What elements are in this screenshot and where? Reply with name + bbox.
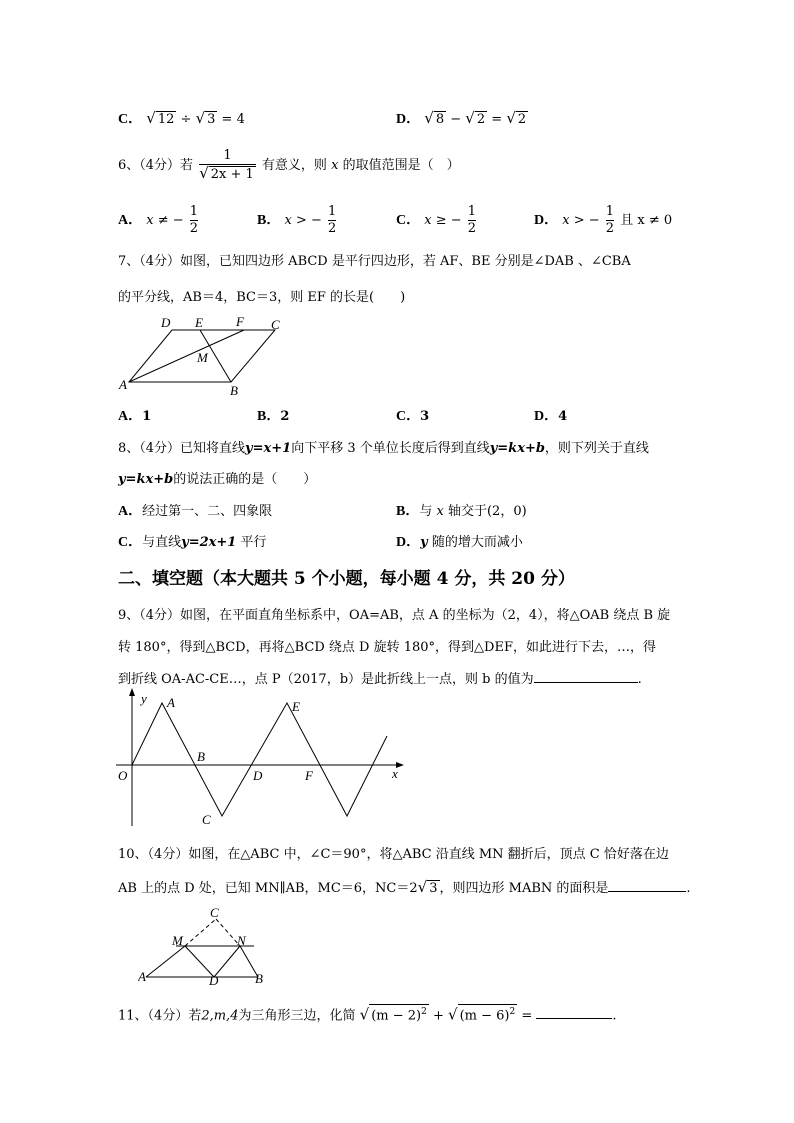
q7-option-c: C．3 [396, 409, 430, 424]
q10-stem-line1: 10、（4分）如图，在△ABC 中，∠C＝90°，将△ABC 沿直线 MN 翻折后，顶点 C 恰好落在边 [118, 847, 669, 862]
q6-option-b: B． x > − $\frac{1}{2}$ [257, 204, 337, 236]
q6-option-d: D． x > − $\frac{1}{2}$ 且 x ≠ 0 [534, 204, 673, 236]
label-F: F [305, 768, 313, 783]
sqrt-3: 3 [207, 112, 216, 127]
q9-stem-line3: 到折线 OA-AC-CE…，点 P（2017，b）是此折线上一点，则 b 的值为 . [118, 672, 642, 687]
label-E: E [292, 699, 300, 714]
q7-option-b: B．2 [257, 409, 290, 424]
label-E: E [195, 315, 203, 330]
q5-option-d: D． √ 8 − √ 2 = √ 2 [396, 109, 527, 127]
q6-option-a: A． x ≠ − $\frac{1}{2}$ [118, 204, 199, 236]
sqrt-2: 2 [476, 112, 486, 127]
label-O: O [118, 768, 128, 783]
label-C: C [202, 812, 211, 827]
q8-option-a: A．经过第一、二、四象限 [118, 504, 273, 519]
label-D: D [253, 768, 263, 783]
sqrt-8: 8 [435, 112, 445, 127]
q8-option-c: C．与直线y=2x+1 平行 [118, 535, 267, 550]
q7-stem-line1: 7、（4分）如图，已知四边形 ABCD 是平行四边形，若 AF、BE 分别是∠DAB 、∠CBA [118, 254, 631, 269]
q6-option-c: C． x ≥ − $\frac{1}{2}$ [396, 204, 477, 236]
q11-sqrt-2: $(m - 6)^2$ [458, 1004, 518, 1023]
q9-answer-blank[interactable] [534, 682, 638, 683]
q6-fraction: $\frac{1}{√ 2x + 1}$ [199, 148, 254, 182]
q10-stem-line2: AB 上的点 D 处，已知 MN∥AB，MC＝6，NC＝2√ 3 ，则四边形 MABN 的面积是 . [118, 878, 691, 896]
label-A: A [167, 695, 175, 710]
q7-stem-line2: 的平分线，AB＝4，BC＝3，则 EF 的长是( ) [118, 290, 406, 305]
label-C: C [271, 317, 280, 332]
label-B: B [230, 383, 238, 398]
label-y: y [141, 691, 147, 706]
label-N: N [237, 933, 246, 948]
label-C: C [210, 905, 219, 920]
q7-parallelogram-figure [115, 312, 300, 400]
label-A: A [119, 377, 127, 392]
label-M: M [197, 350, 208, 365]
label-D: D [161, 315, 171, 330]
section-2-heading: 二、填空题（本大题共 5 个小题，每小题 4 分，共 20 分） [118, 569, 575, 589]
q9-stem-line2: 转 180°，得到△BCD，再将△BCD 绕点 D 旋转 180°，得到△DEF，如此进行下去，…，得 [118, 640, 656, 655]
q5-option-c: C． √ 12 ÷ √ 3 = 4 [118, 109, 245, 127]
label-B: B [255, 971, 263, 986]
sqrt-12: 12 [157, 112, 175, 127]
q7-option-d: D．4 [534, 409, 568, 424]
q11-answer-blank[interactable] [536, 1018, 612, 1019]
q9-stem-line1: 9、（4分）如图，在平面直角坐标系中，OA=AB，点 A 的坐标为（2，4），将△OAB 绕点 B 旋 [118, 608, 671, 623]
label-x: x [392, 766, 398, 781]
q6-stem: 6、（4分）若 $\frac{1}{√ 2x + 1}$ 有意义，则 x 的取值范围是（ ） [118, 148, 460, 182]
sqrt-2b: 2 [517, 112, 527, 127]
label-F: F [236, 314, 244, 329]
label-D: D [209, 973, 219, 987]
q8-stem-line2: y=kx+b的说法正确的是（ ） [118, 472, 317, 487]
q10-answer-blank[interactable] [608, 891, 686, 892]
q10-triangle-figure [138, 905, 278, 987]
label-M: M [172, 933, 183, 948]
label-A: A [138, 969, 146, 984]
q7-option-a: A．1 [118, 409, 152, 424]
q8-option-b: B．与 x 轴交于(2，0) [396, 504, 527, 519]
q11-stem: 11、（4分）若2,m,4为三角形三边，化简 √ $(m - 2)^2$ + √ $(m - 6)^2$ = . [118, 1005, 617, 1024]
label-B: B [197, 749, 205, 764]
q8-option-d: D．y 随的增大而减小 [396, 535, 523, 550]
q9-zigzag-figure [112, 688, 412, 828]
q8-stem-line1: 8、（4分）已知将直线y=x+1向下平移 3 个单位长度后得到直线y=kx+b，则下列关于直线 [118, 441, 649, 456]
q11-sqrt-1: $(m - 2)^2$ [369, 1004, 429, 1023]
